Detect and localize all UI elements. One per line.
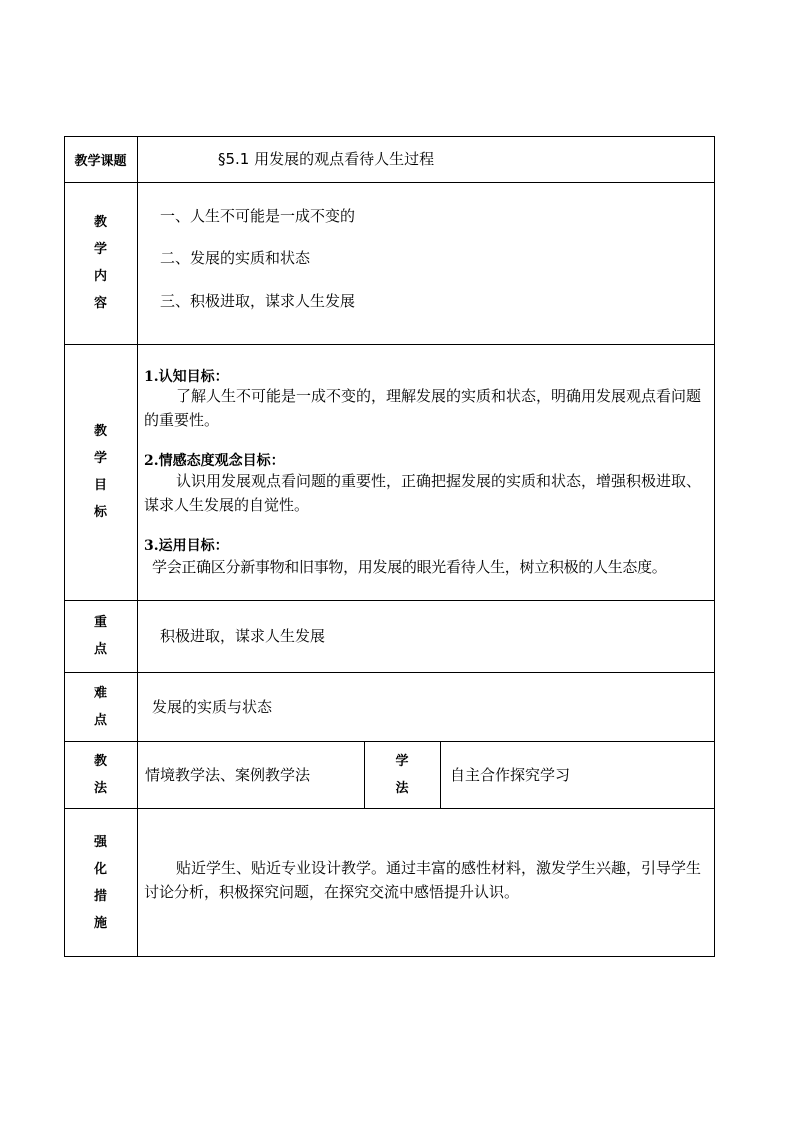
teaching-method-label-char: 法: [93, 780, 107, 796]
difficulty-label-char: 难: [93, 685, 107, 701]
objective-title: 3.运用目标：: [144, 538, 229, 554]
measures-label-char: 措: [93, 888, 107, 904]
topic-label: 教学课题: [74, 153, 127, 169]
learning-method-label-char: 学: [395, 753, 409, 769]
objective-text: 了解人生不可能是一成不变的，理解发展的实质和状态，明确用发展观点看问题的重要性。: [144, 387, 702, 429]
content-item: 三、积极进取，谋求人生发展: [160, 292, 356, 310]
objective-label-char: 学: [93, 451, 107, 466]
objective-label-char: 标: [93, 505, 107, 520]
learning-method: 自主合作探究学习: [450, 765, 571, 784]
objective-title: 2.情感态度观念目标：: [144, 453, 285, 469]
measures-label-char: 化: [93, 861, 107, 877]
teaching-method: 情境教学法、案例教学法: [145, 765, 311, 784]
key-label-cell: [64, 600, 137, 672]
teaching-method-cell: [145, 741, 360, 808]
difficulty-point: 发展的实质与状态: [152, 697, 273, 716]
objective-title: 1.认知目标：: [144, 369, 229, 385]
objective-label-cell: [64, 344, 137, 600]
measures-text: 贴近学生、贴近专业设计教学。通过丰富的感性材料，激发学生兴趣，引导学生讨论分析，积极探究问题，在探究交流中感悟提升认识。: [144, 859, 702, 901]
key-point-cell: [160, 600, 700, 672]
measures-label-cell: [64, 808, 137, 957]
topic-cell: [218, 136, 698, 182]
content-label-char: 内: [93, 269, 107, 284]
measures-label-char: 强: [93, 834, 107, 850]
content-item: 二、发展的实质和状态: [160, 249, 311, 267]
column-divider: [137, 136, 138, 957]
objective-label-char: 目: [93, 478, 107, 493]
difficulty-label-char: 点: [93, 712, 107, 728]
measures-label-char: 施: [93, 915, 107, 931]
column-divider: [440, 741, 441, 808]
topic-label-cell: [64, 136, 137, 182]
content-label-char: 容: [93, 296, 107, 311]
key-label-char: 重: [93, 615, 107, 630]
teaching-method-label-char: 教: [93, 753, 107, 769]
lesson-topic: §5.1 用发展的观点看待人生过程: [218, 150, 435, 168]
measures-cell: [144, 808, 710, 957]
content-label-cell: [64, 182, 137, 344]
key-point: 积极进取，谋求人生发展: [160, 627, 326, 645]
learning-method-label-char: 法: [395, 780, 409, 796]
objectives-cell: [144, 344, 710, 600]
content-label-char: 学: [93, 242, 107, 257]
content-item: 一、人生不可能是一成不变的: [160, 207, 356, 225]
key-label-char: 点: [93, 642, 107, 657]
learning-method-label-cell: [364, 741, 440, 808]
learning-method-cell: [450, 741, 710, 808]
objective-text: 认识用发展观点看问题的重要性，正确把握发展的实质和状态，增强积极进取、谋求人生发展的自觉性。: [144, 472, 702, 514]
difficulty-cell: [152, 672, 700, 741]
objective-label-char: 教: [93, 424, 107, 439]
content-label-char: 教: [93, 215, 107, 230]
content-items-cell: [160, 182, 700, 344]
difficulty-label-cell: [64, 672, 137, 741]
teaching-method-label-cell: [64, 741, 137, 808]
objective-text: 学会正确区分新事物和旧事物，用发展的眼光看待人生，树立积极的人生态度。: [152, 558, 667, 576]
